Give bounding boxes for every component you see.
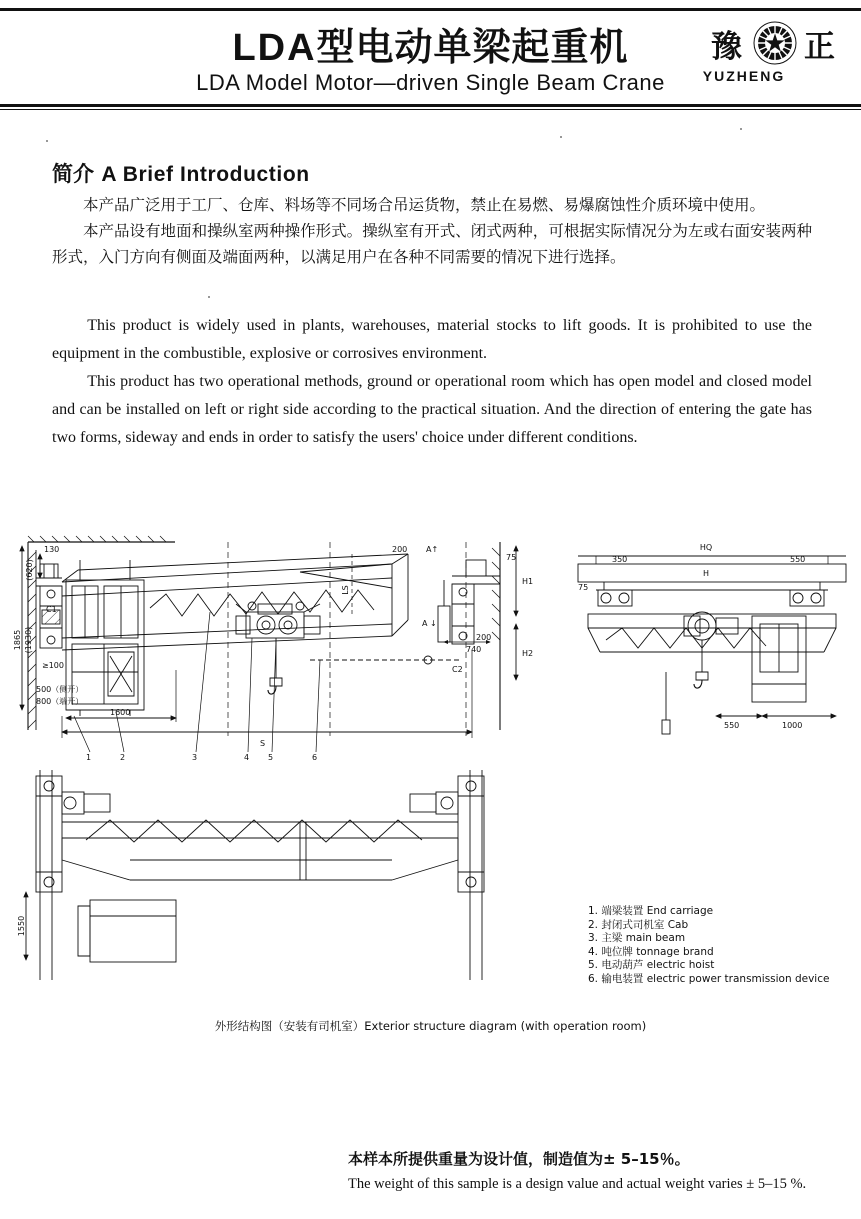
intro-cn-p2: 本产品设有地面和操纵室两种操作形式。操纵室有开式、闭式两种，可根据实际情况分为左或右面安装两种形式，入门方向有侧面及端面两种，以满足用户在各种不同需要的情况下进行选择。 [52, 222, 812, 266]
logo-char-zheng: 正 [804, 28, 839, 65]
dim-h-right: H [702, 569, 710, 578]
section-title-cn: 简介 [52, 162, 94, 186]
intro-cn-p1: 本产品广泛用于工厂、仓库、料场等不同场合吊运货物，禁止在易燃、易爆腐蚀性介质环境中使用。 [83, 196, 766, 214]
scan-speckle [46, 140, 48, 142]
drawing-caption: 外形结构图（安装有司机室）Exterior structure diagram (with operation room) [214, 1019, 647, 1033]
dim-1865: 1865 [13, 629, 22, 651]
dim-800: 800（端开） [36, 697, 84, 706]
footer-note-cn: 本样本所提供重量为设计值，制造值为± 5–15％。 [348, 1150, 690, 1168]
mark-a-top: A↑ [426, 545, 439, 554]
dim-200a: 200 [392, 545, 408, 554]
intro-english [52, 312, 812, 452]
scan-speckle [560, 136, 562, 138]
dim-350: 350 [612, 555, 628, 564]
dim-1600: 1600 [110, 708, 131, 717]
dim-200b: 200 [476, 633, 492, 642]
page-header [0, 0, 861, 108]
legend-item-1: 1. 端梁装置 End carriage [588, 905, 714, 917]
scan-speckle [740, 128, 742, 130]
dim-h2: H2 [522, 649, 534, 658]
dim-c2: C2 [452, 665, 463, 674]
callout-6: 6 [312, 753, 318, 762]
dim-1550: 1550 [17, 915, 26, 937]
callout-1: 1 [86, 753, 92, 762]
dim-740: 740 [466, 645, 482, 654]
dim-1000: 1000 [782, 721, 803, 730]
dim-ls: LS [341, 585, 350, 595]
callout-5: 5 [268, 753, 274, 762]
dim-1930: (1930) [24, 626, 33, 654]
brand-logo [649, 14, 839, 96]
section-title [52, 158, 310, 188]
dim-130: 130 [44, 545, 60, 554]
dim-s: S [260, 739, 266, 748]
dim-75-right: 75 [578, 583, 589, 592]
mark-a-bottom: A ↓ [422, 619, 437, 628]
page-title-cn: 型电动单梁起重机 [316, 25, 629, 69]
callout-3: 3 [192, 753, 198, 762]
intro-chinese [52, 192, 812, 270]
legend-item-2: 2. 封闭式司机室 Cab [588, 918, 689, 931]
dim-c1: C1 [46, 605, 57, 614]
legend-item-3: 3. 主梁 main beam [588, 932, 686, 944]
callout-2: 2 [120, 753, 126, 762]
logo-char-yu: 豫 [711, 28, 746, 65]
dim-550-bottom: 550 [724, 721, 740, 730]
dim-75a: 75 [506, 553, 517, 562]
header-rule-bottom [0, 104, 861, 107]
dim-hq: HQ [699, 543, 713, 552]
legend-item-5: 5. 电动葫芦 electric hoist [588, 959, 715, 971]
header-rule-top [0, 8, 861, 11]
section-title-en: A Brief Introduction [101, 163, 310, 186]
callout-4: 4 [244, 753, 250, 762]
footer-note-en: The weight of this sample is a design value and actual weight varies ± 5–15 %. [348, 1176, 807, 1192]
dim-h1: H1 [522, 577, 534, 586]
legend-item-6: 6. 输电装置 electric power transmission device [588, 972, 830, 985]
gear-star-icon [752, 20, 798, 66]
dim-ge100: ≥100 [42, 661, 64, 670]
page-footer [348, 1148, 848, 1193]
intro-en-p2: This product has two operational methods, ground or operational room which has open model and closed model and can be installed on left or right side according to the practical situation. And the direction of entering the gate has two forms, sideway and ends in order to satisfy the users' choice under different conditions. [52, 373, 812, 446]
page-title-model: LDA [232, 27, 317, 69]
dim-550-top: 550 [790, 555, 806, 564]
intro-en-p1: This product is widely used in plants, warehouses, material stocks to lift goods. It is prohibited to use the equipment in the combustible, explosive or corrosives environment. [52, 317, 812, 362]
legend-item-4: 4. 吨位牌 tonnage brand [588, 945, 714, 958]
dim-620: (620) [25, 559, 34, 581]
scan-speckle [208, 296, 210, 298]
logo-brand-name: YUZHENG [702, 68, 786, 84]
dim-500: 500（侧开） [36, 685, 84, 694]
page-subtitle: LDA Model Motor—driven Single Beam Crane [196, 70, 665, 95]
drawing-legend [588, 905, 838, 986]
header-rule-bottom-thin [0, 109, 861, 110]
